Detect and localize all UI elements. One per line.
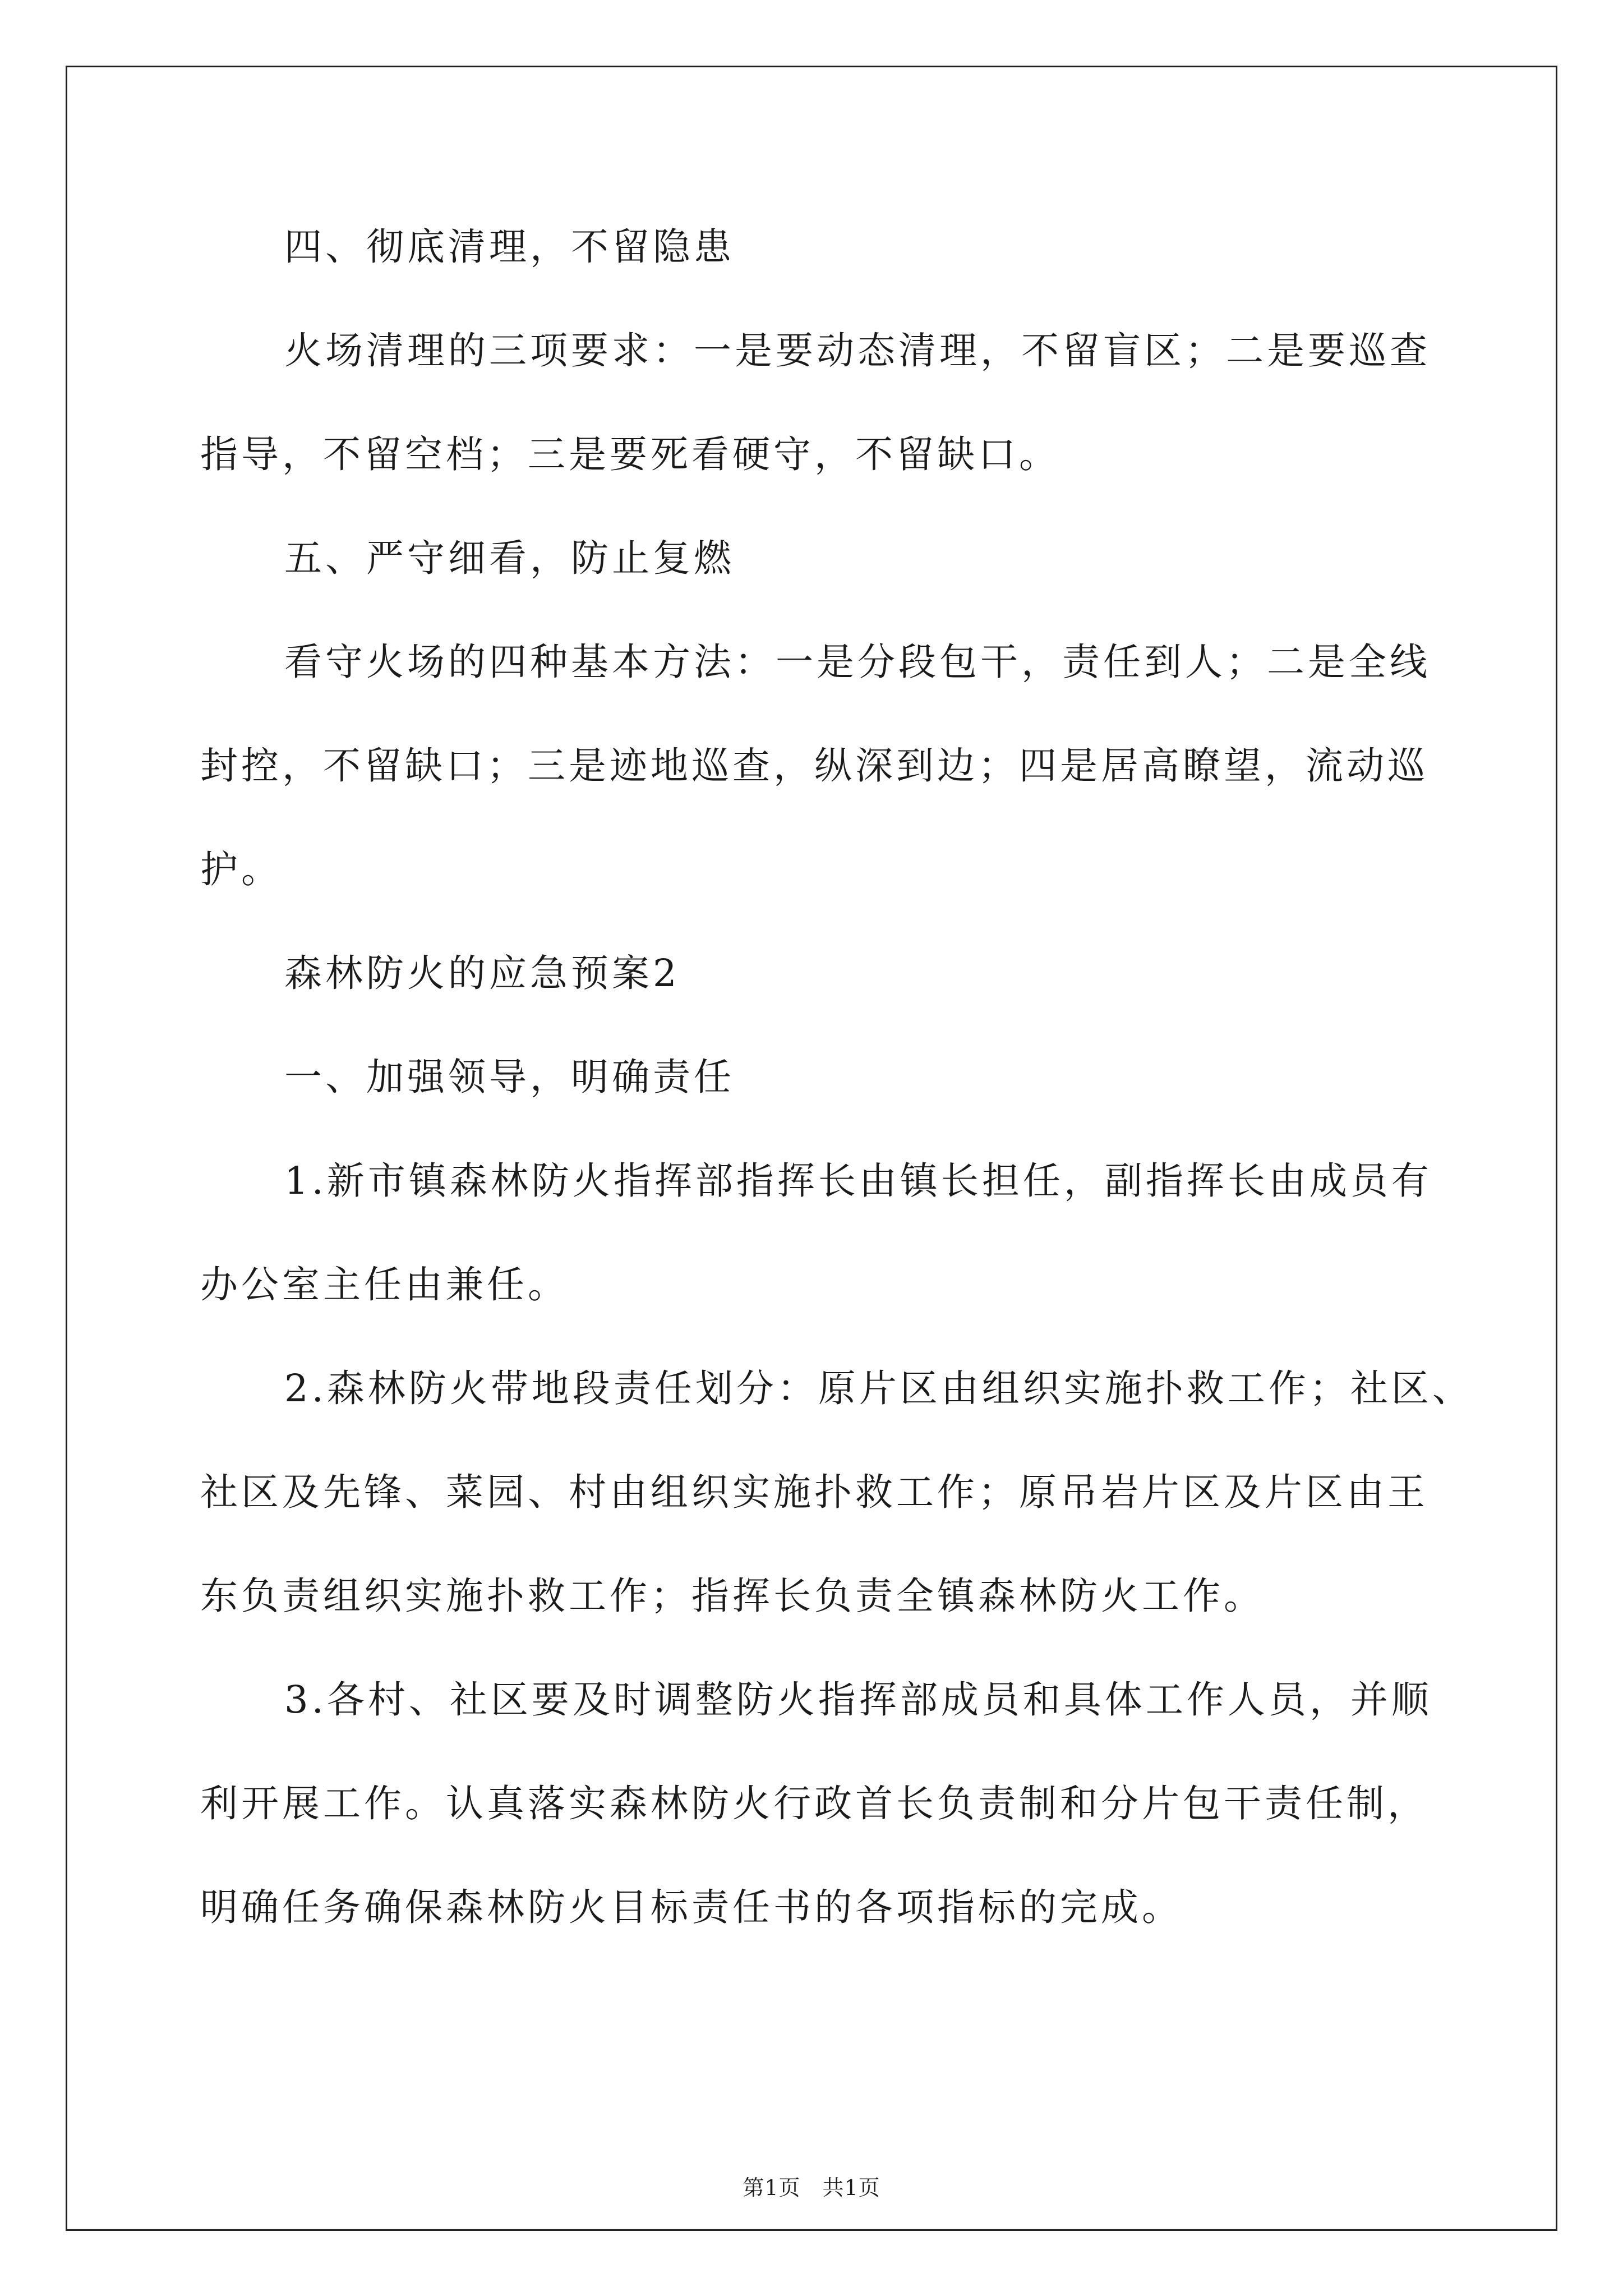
paragraph-line: 3.各村、社区要及时调整防火指挥部成员和具体工作人员，并顺: [284, 1678, 1432, 1722]
paragraph-line: 利开展工作。认真落实森林防火行政首长负责制和分片包干责任制，: [200, 1782, 1428, 1825]
paragraph-line: 火场清理的三项要求：一是要动态清理，不留盲区；二是要巡查: [284, 329, 1431, 372]
paragraph-line: 明确任务确保森林防火目标责任书的各项指标的完成。: [200, 1885, 1183, 1929]
paragraph-line: 社区及先锋、菜园、村由组织实施扑救工作；原吊岩片区及片区由王: [200, 1470, 1428, 1514]
paragraph-line: 看守火场的四种基本方法：一是分段包干，责任到人；二是全线: [284, 640, 1431, 684]
paragraph-line: 1.新市镇森林防火指挥部指挥长由镇长担任，副指挥长由成员有: [284, 1159, 1432, 1203]
paragraph-line: 2.森林防火带地段责任划分：原片区由组织实施扑救工作；社区、: [284, 1366, 1473, 1410]
paragraph-line: 办公室主任由兼任。: [200, 1263, 569, 1306]
section-heading-4: 四、彻底清理，不留隐患: [284, 225, 735, 269]
page-number-footer: 第1页 共1页: [743, 2175, 880, 2200]
section-heading-1: 一、加强领导，明确责任: [284, 1055, 735, 1099]
paragraph-line: 封控，不留缺口；三是迹地巡查，纵深到边；四是居高瞭望，流动巡: [200, 744, 1428, 788]
section-heading-5: 五、严守细看，防止复燃: [284, 536, 735, 580]
paragraph-line: 护。: [200, 848, 282, 891]
paragraph-line: 东负责组织实施扑救工作；指挥长负责全镇森林防火工作。: [200, 1574, 1265, 1618]
document-subtitle: 森林防火的应急预案2: [284, 951, 680, 995]
paragraph-line: 指导，不留空档；三是要死看硬守，不留缺口。: [200, 432, 1060, 476]
